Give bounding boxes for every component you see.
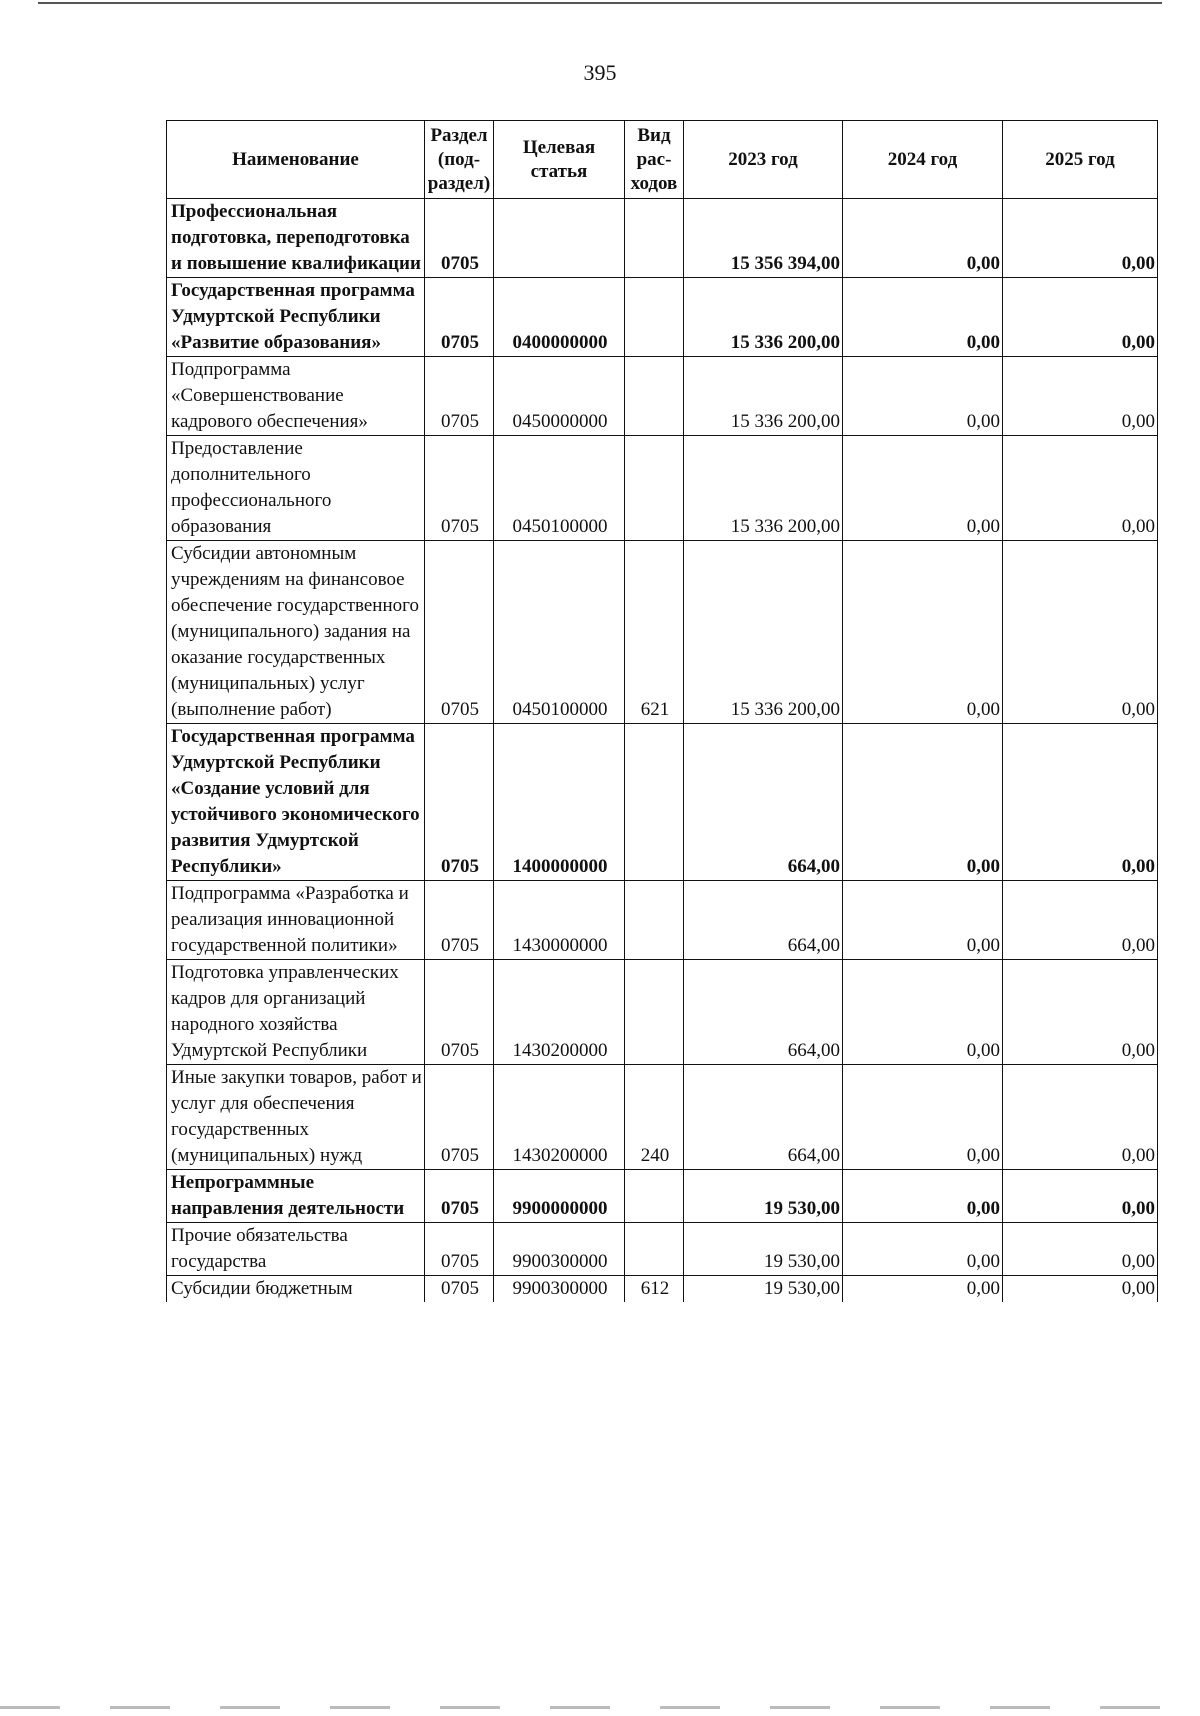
row-2024: 0,00 <box>843 436 1003 541</box>
row-2025: 0,00 <box>1003 1276 1158 1303</box>
row-kind <box>625 881 684 960</box>
row-2024: 0,00 <box>843 960 1003 1065</box>
row-section: 0705 <box>425 1170 494 1223</box>
scan-artifact-line <box>0 1706 1200 1709</box>
row-name: Непрограммные направления деятельности <box>167 1170 425 1223</box>
table-row <box>167 1223 1158 1276</box>
row-name: Профессиональная подготовка, переподготовка и повышение квалификации <box>167 199 425 278</box>
row-target: 0450000000 <box>494 357 625 436</box>
header-2024: 2024 год <box>843 121 1003 199</box>
row-target: 1430200000 <box>494 1065 625 1170</box>
row-name: Субсидии бюджетным <box>167 1276 425 1303</box>
row-name: Подпрограмма «Разработка и реализация инновационной государственной политики» <box>167 881 425 960</box>
row-section: 0705 <box>425 357 494 436</box>
row-2024: 0,00 <box>843 541 1003 724</box>
row-kind <box>625 1223 684 1276</box>
row-name: Государственная программа Удмуртской Республики «Развитие образования» <box>167 278 425 357</box>
row-2023: 15 336 200,00 <box>684 278 843 357</box>
row-section: 0705 <box>425 541 494 724</box>
row-name: Государственная программа Удмуртской Республики «Создание условий для устойчивого экономического развития Удмуртской Республики» <box>167 724 425 881</box>
row-section: 0705 <box>425 960 494 1065</box>
page-number: 395 <box>583 60 617 85</box>
row-2023: 19 530,00 <box>684 1223 843 1276</box>
row-2024: 0,00 <box>843 1170 1003 1223</box>
row-2025: 0,00 <box>1003 724 1158 881</box>
row-2023: 664,00 <box>684 881 843 960</box>
row-kind <box>625 960 684 1065</box>
row-target: 9900000000 <box>494 1170 625 1223</box>
row-name: Подпрограмма «Совершенствование кадрового обеспечения» <box>167 357 425 436</box>
row-section: 0705 <box>425 278 494 357</box>
row-2025: 0,00 <box>1003 436 1158 541</box>
row-2025: 0,00 <box>1003 541 1158 724</box>
row-2025: 0,00 <box>1003 199 1158 278</box>
row-target: 9900300000 <box>494 1223 625 1276</box>
row-2025: 0,00 <box>1003 1065 1158 1170</box>
row-2023: 15 336 200,00 <box>684 541 843 724</box>
row-kind <box>625 724 684 881</box>
row-name: Предоставление дополнительного профессионального образования <box>167 436 425 541</box>
row-2025: 0,00 <box>1003 1170 1158 1223</box>
row-2023: 664,00 <box>684 1065 843 1170</box>
row-section: 0705 <box>425 724 494 881</box>
row-section: 0705 <box>425 1276 494 1303</box>
row-kind: 240 <box>625 1065 684 1170</box>
row-target: 1430200000 <box>494 960 625 1065</box>
row-2023: 15 336 200,00 <box>684 357 843 436</box>
row-section: 0705 <box>425 881 494 960</box>
header-row <box>167 121 1158 199</box>
row-2024: 0,00 <box>843 278 1003 357</box>
row-kind: 621 <box>625 541 684 724</box>
row-2024: 0,00 <box>843 199 1003 278</box>
row-kind <box>625 357 684 436</box>
row-kind <box>625 436 684 541</box>
header-2025: 2025 год <box>1003 121 1158 199</box>
table-row <box>167 278 1158 357</box>
table-row <box>167 960 1158 1065</box>
row-section: 0705 <box>425 199 494 278</box>
table-row <box>167 881 1158 960</box>
row-kind <box>625 1170 684 1223</box>
row-2025: 0,00 <box>1003 1223 1158 1276</box>
table-row <box>167 199 1158 278</box>
row-target: 0400000000 <box>494 278 625 357</box>
row-target: 0450100000 <box>494 541 625 724</box>
row-section: 0705 <box>425 1065 494 1170</box>
table-row <box>167 541 1158 724</box>
table-row <box>167 436 1158 541</box>
row-name: Иные закупки товаров, работ и услуг для обеспечения государственных (муниципальных) нужд <box>167 1065 425 1170</box>
row-2025: 0,00 <box>1003 278 1158 357</box>
row-kind: 612 <box>625 1276 684 1303</box>
row-2023: 19 530,00 <box>684 1276 843 1303</box>
header-kind: Вид рас-ходов <box>625 121 684 199</box>
row-name: Субсидии автономным учреждениям на финансовое обеспечение государственного (муниципального) задания на оказание государственных (муниципальных) услуг (выполнение работ) <box>167 541 425 724</box>
row-2024: 0,00 <box>843 1223 1003 1276</box>
row-2025: 0,00 <box>1003 960 1158 1065</box>
top-rule <box>38 2 1162 4</box>
header-2023: 2023 год <box>684 121 843 199</box>
budget-table <box>166 120 1158 1302</box>
row-target: 1430000000 <box>494 881 625 960</box>
row-name: Подготовка управленческих кадров для организаций народного хозяйства Удмуртской Республики <box>167 960 425 1065</box>
header-section: Раздел (под-раздел) <box>425 121 494 199</box>
table-row <box>167 1276 1158 1303</box>
table-row <box>167 1065 1158 1170</box>
table-row <box>167 1170 1158 1223</box>
row-section: 0705 <box>425 1223 494 1276</box>
table-row <box>167 724 1158 881</box>
row-name: Прочие обязательства государства <box>167 1223 425 1276</box>
row-2023: 19 530,00 <box>684 1170 843 1223</box>
header-name: Наименование <box>167 121 425 199</box>
header-target: Целевая статья <box>494 121 625 199</box>
row-2024: 0,00 <box>843 1276 1003 1303</box>
row-target: 9900300000 <box>494 1276 625 1303</box>
row-2024: 0,00 <box>843 1065 1003 1170</box>
row-2023: 15 336 200,00 <box>684 436 843 541</box>
row-section: 0705 <box>425 436 494 541</box>
row-2023: 664,00 <box>684 724 843 881</box>
row-target <box>494 199 625 278</box>
row-2024: 0,00 <box>843 881 1003 960</box>
row-2023: 664,00 <box>684 960 843 1065</box>
table-row <box>167 357 1158 436</box>
row-2025: 0,00 <box>1003 881 1158 960</box>
row-target: 0450100000 <box>494 436 625 541</box>
row-2023: 15 356 394,00 <box>684 199 843 278</box>
row-kind <box>625 199 684 278</box>
row-2025: 0,00 <box>1003 357 1158 436</box>
row-target: 1400000000 <box>494 724 625 881</box>
row-2024: 0,00 <box>843 357 1003 436</box>
row-kind <box>625 278 684 357</box>
row-2024: 0,00 <box>843 724 1003 881</box>
